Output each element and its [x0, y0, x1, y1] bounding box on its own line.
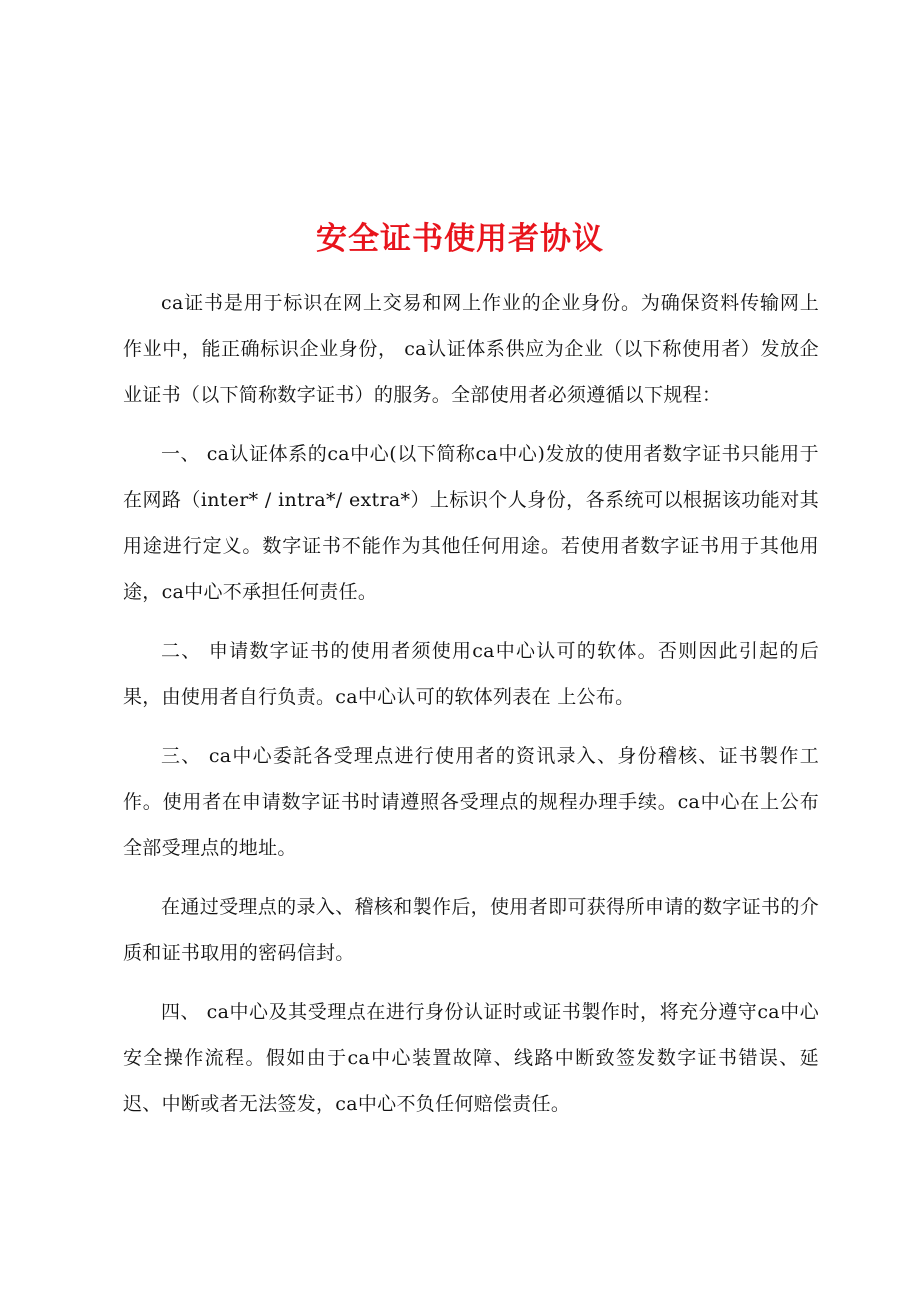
document-title: 安全证书使用者协议 — [316, 220, 604, 257]
clause-four-paragraph: 四、 ca中心及其受理点在进行身份认证时或证书製作时，将充分遵守ca中心安全操作流程。假如由于ca中心装置故障、线路中断致签发数字证书错误、延迟、中断或者无法签发，ca中心不负任何赔偿责任。 — [123, 1001, 819, 1115]
clause-three-followup-paragraph: 在通过受理点的录入、稽核和製作后，使用者即可获得所申请的数字证书的介质和证书取用的密码信封。 — [123, 896, 819, 964]
document-body — [123, 280, 819, 1140]
intro-paragraph: ca证书是用于标识在网上交易和网上作业的企业身份。为确保资料传输网上作业中，能正确标识企业身份， ca认证体系供应为企业（以下称使用者）发放企业证书（以下简称数字证书）的服务。全部使用者必须遵循以下规程： — [123, 292, 819, 406]
clause-three-paragraph: 三、 ca中心委託各受理点进行使用者的资讯录入、身份稽核、证书製作工作。使用者在申请数字证书时请遵照各受理点的规程办理手续。ca中心在上公布全部受理点的地址。 — [123, 745, 819, 859]
clause-one-paragraph: 一、 ca认证体系的ca中心(以下简称ca中心)发放的使用者数字证书只能用于在网路（inter* / intra*/ extra*）上标识个人身份，各系统可以根据该功能对其用途进行定义。数字证书不能作为其他任何用途。若使用者数字证书用于其他用途，ca中心不承担任何责任。 — [123, 443, 819, 603]
clause-two-paragraph: 二、 申请数字证书的使用者须使用ca中心认可的软体。否则因此引起的后果，由使用者自行负责。ca中心认可的软体列表在 上公布。 — [123, 640, 819, 708]
